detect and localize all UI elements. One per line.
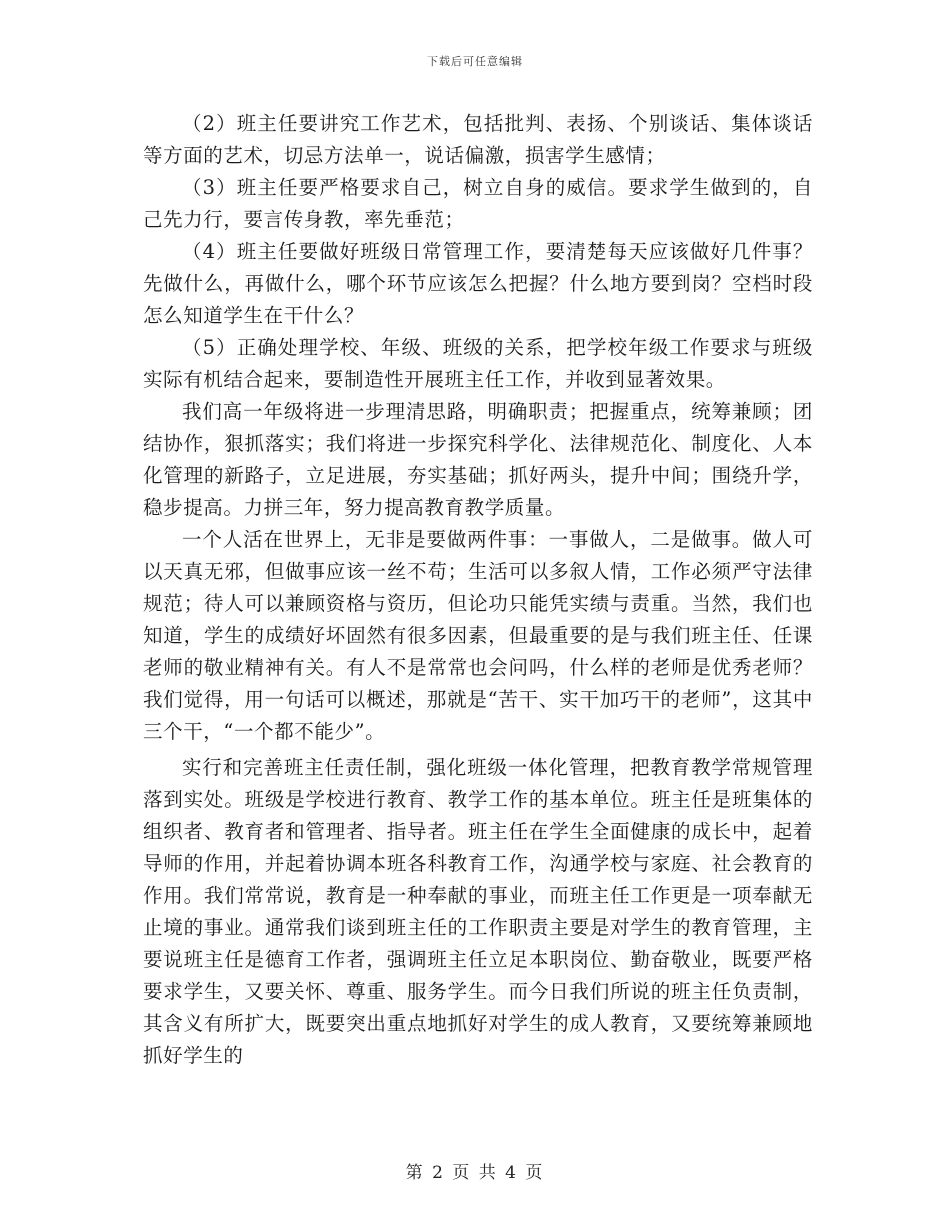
page-footer: 第 2 页 共 4 页 <box>405 1163 545 1183</box>
paragraph-item-4: （4）班主任要做好班级日常管理工作，要清楚每天应该做好几件事？先做什么，再做什么，哪个环节应该怎么把握？什么地方要到岗？空档时段怎么知道学生在干什么？ <box>143 240 813 327</box>
page-header: 下载后可任意编辑 <box>427 55 523 68</box>
paragraph-grade-plan: 我们高一年级将进一步理清思路，明确职责；把握重点，统筹兼顾；团结协作，狠抓落实；我们将进一步探究科学化、法律规范化、制度化、人本化管理的新路子，立足进展，夯实基础；抓好两头，提升中间；围绕升学，稳步提高。力拼三年，努力提高教育教学质量。 <box>143 400 813 519</box>
paragraph-item-3: （3）班主任要严格要求自己，树立自身的威信。要求学生做到的，自己先力行，要言传身教，率先垂范； <box>143 176 813 231</box>
document-body <box>143 108 813 1072</box>
paragraph-item-2: （2）班主任要讲究工作艺术，包括批判、表扬、个别谈话、集体谈话等方面的艺术，切忌方法单一，说话偏激，损害学生感情； <box>143 112 813 167</box>
paragraph-responsibility-system: 实行和完善班主任责任制，强化班级一体化管理，把教育教学常规管理落到实处。班级是学校进行教育、教学工作的基本单位。班主任是班集体的组织者、教育者和管理者、指导者。班主任在学生全面健康的成长中，起着导师的作用，并起着协调本班各科教育工作，沟通学校与家庭、社会教育的作用。我们常常说，教育是一种奉献的事业，而班主任工作更是一项奉献无止境的事业。通常我们谈到班主任的工作职责主要是对学生的教育管理，主要说班主任是德育工作者，强调班主任立足本职岗位、勤奋敬业，既要严格要求学生，又要关怀、尊重、服务学生。而今日我们所说的班主任负责制，其含义有所扩大，既要突出重点地抓好对学生的成人教育，又要统筹兼顾地抓好学生的 <box>143 756 813 1067</box>
paragraph-item-5: （5）正确处理学校、年级、班级的关系，把学校年级工作要求与班级实际有机结合起来，要制造性开展班主任工作，并收到显著效果。 <box>143 336 813 391</box>
paragraph-two-things: 一个人活在世界上，无非是要做两件事：一事做人，二是做事。做人可以天真无邪，但做事应该一丝不苟；生活可以多叙人情，工作必须严守法律规范；待人可以兼顾资格与资历，但论功只能凭实绩与责重。当然，我们也知道，学生的成绩好坏固然有很多因素，但最重要的是与我们班主任、任课老师的敬业精神有关。有人不是常常也会问吗，什么样的老师是优秀老师？我们觉得，用一句话可以概述，那就是“苦干、实干加巧干的老师”，这其中三个干，“一个都不能少”。 <box>143 528 813 743</box>
